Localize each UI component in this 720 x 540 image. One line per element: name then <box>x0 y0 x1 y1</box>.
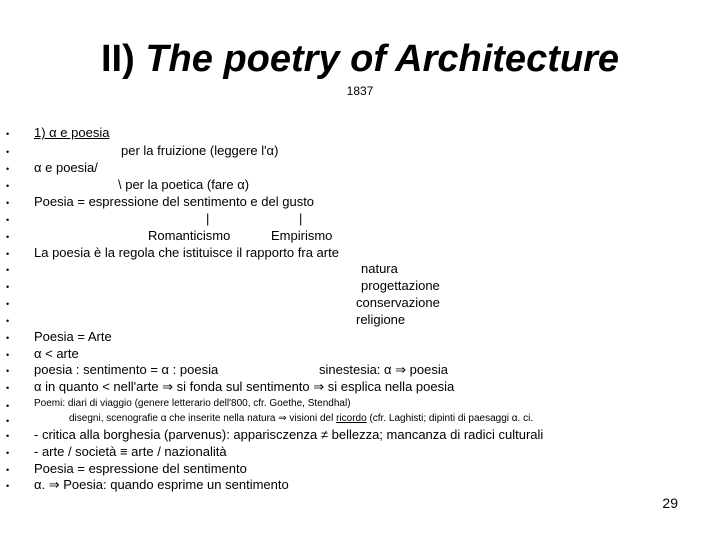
line-22: α. ⇒ Poesia: quando esprime un sentimento <box>34 477 289 492</box>
line-18c: (cfr. Laghisti; dipinti di paesaggi α. ci. <box>366 413 534 424</box>
bullet-marker: • <box>6 129 10 139</box>
bullet-marker: • <box>6 249 10 259</box>
bullet-marker: • <box>6 147 10 157</box>
line-2: per la fruizione (leggere l'α) <box>121 143 279 158</box>
line-13: Poesia = Arte <box>34 329 112 344</box>
title-prefix: II) <box>101 38 146 80</box>
line-15b: sinestesia: α ⇒ poesia <box>319 362 448 377</box>
bullet-marker: • <box>6 416 10 426</box>
line-6a: | <box>206 211 210 226</box>
bullet-marker: • <box>6 316 10 326</box>
line-18b: ricordo <box>336 413 367 424</box>
bullet-marker: • <box>6 282 10 292</box>
slide-year: 1837 <box>346 84 374 98</box>
line-1: 1) α e poesia <box>34 125 110 140</box>
line-8: La poesia è la regola che istituisce il rapporto fra arte <box>34 245 339 260</box>
bullet-marker: • <box>6 431 10 441</box>
line-16: α in quanto < nell'arte ⇒ si fonda sul sentimento ⇒ si esplica nella poesia <box>34 379 455 394</box>
line-9: natura <box>361 261 398 276</box>
slide-title <box>0 38 720 81</box>
line-21: Poesia = espressione del sentimento <box>34 461 247 476</box>
bullet-marker: • <box>6 401 10 411</box>
bullet-marker: • <box>6 181 10 191</box>
bullet-marker: • <box>6 333 10 343</box>
line-6b: | <box>299 211 303 226</box>
bullet-marker: • <box>6 198 10 208</box>
line-12: religione <box>356 312 406 327</box>
bullet-marker: • <box>6 465 10 475</box>
line-7b: Empirismo <box>271 228 333 243</box>
line-19: - critica alla borghesia (parvenus): apparisczenza ≠ bellezza; mancanza di radici culturali <box>34 427 544 442</box>
bullet-marker: • <box>6 215 10 225</box>
line-7a: Romanticismo <box>148 228 231 243</box>
bullet-marker: • <box>6 350 10 360</box>
bullet-marker: • <box>6 383 10 393</box>
line-3: α e poesia/ <box>34 160 98 175</box>
bullet-marker: • <box>6 265 10 275</box>
line-15a: poesia : sentimento = α : poesia <box>34 362 219 377</box>
bullet-marker: • <box>6 164 10 174</box>
line-5: Poesia = espressione del sentimento e del gusto <box>34 194 315 209</box>
line-18a: disegni, scenografie α che inserite nella natura ⇒ visioni del <box>69 413 337 424</box>
line-14: α < arte <box>34 346 79 361</box>
line-20: - arte / società ≡ arte / nazionalità <box>34 444 227 459</box>
bullet-marker: • <box>6 299 10 309</box>
line-11: conservazione <box>356 295 440 310</box>
bullet-marker: • <box>6 448 10 458</box>
line-17: Poemi: diari di viaggio (genere letterario dell'800, cfr. Goethe, Stendhal) <box>34 398 351 409</box>
line-18 <box>69 412 533 425</box>
bullet-marker: • <box>6 232 10 242</box>
line-4: \ per la poetica (fare α) <box>118 177 250 192</box>
bullet-marker: • <box>6 481 10 491</box>
title-main: The poetry of Architecture <box>145 38 619 80</box>
line-10: progettazione <box>361 278 440 293</box>
page-number: 29 <box>662 495 678 511</box>
bullet-marker: • <box>6 366 10 376</box>
